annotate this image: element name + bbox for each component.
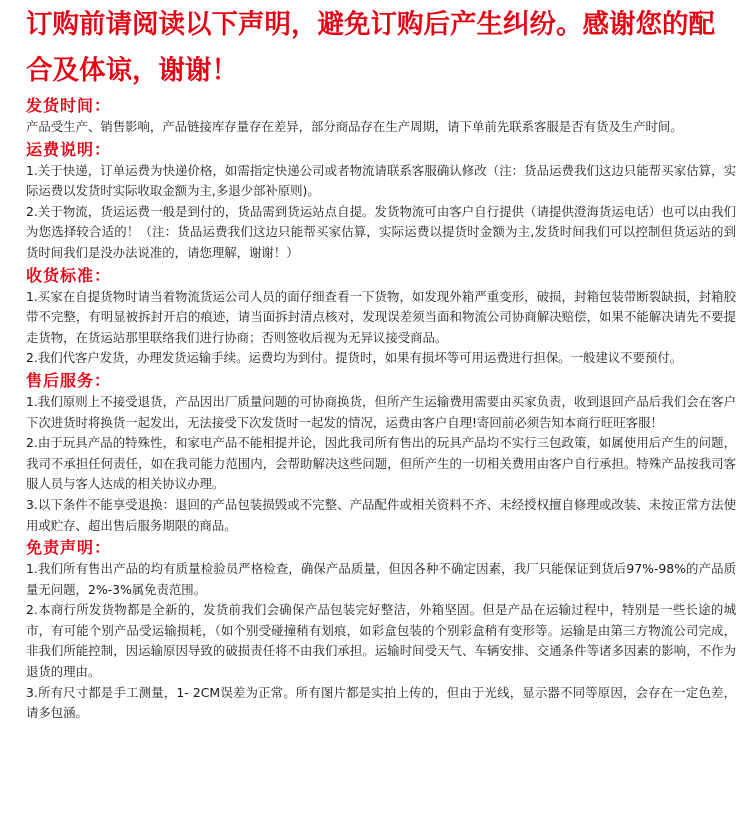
section-disclaimer — [26, 537, 736, 724]
section-receiving-standard — [26, 265, 736, 369]
section-title: 发货时间： — [26, 96, 112, 115]
section-title: 收货标准： — [26, 265, 112, 285]
section-paragraph: 3.以下条件不能享受退换：退回的产品包装损毁或不完整、产品配件或相关资料不齐、未经授权擅自修理或改装、未按正常方法使用或贮存、超出售后服务期限的商品。 — [26, 496, 736, 533]
section-paragraph: 2.本商行所发货物都是全新的，发货前我们会确保产品包装完好整洁，外箱坚固。但是产品在运输过程中，特别是一些长途的城市，有可能个别产品受运输损耗，（如个别受碰撞稍有划痕，如彩盒包装的个别彩盒稍有变形等。运输是由第三方物流公司完成，非我们所能控制，因运输原因导致的破损责任将不由我们承担。运输时间受天气、车辆安排、交通条件等诸多因素的影响，不作为退货的理由。 — [26, 602, 736, 680]
section-freight — [26, 139, 736, 264]
section-title: 售后服务： — [26, 370, 112, 390]
section-paragraph: 2.由于玩具产品的特殊性，和家电产品不能相提并论，因此我司所有售出的玩具产品均不实行三包政策，如属使用后产生的问题，我司不承担任何责任，如在我司能力范围内，会帮助解决这些问题，但所产生的一切相关费用由客户自行承担。特殊产品按我司客服人员与客人达成的相关协议办理。 — [26, 435, 736, 492]
notice-headline: 订购前请阅读以下声明，避免订购后产生纠纷。感谢您的配合及体谅，谢谢！ — [26, 9, 715, 86]
section-paragraph: 产品受生产、销售影响，产品链接库存量存在差异，部分商品存在生产周期，请下单前先联系客服是否有货及生产时间。 — [26, 119, 683, 134]
section-paragraph: 2.关于物流，货运运费一般是到付的，货品需到货运站点自提。发货物流可由客户自行提供（请提供澄海货运电话）也可以由我们为您选择较合适的！（注：货品运费我们这边只能帮买家估算，实际运费以提货时金额为主,发货时间我们可以控制但货运站的到货时间我们是没办法说准的，请您理解，谢谢！） — [26, 203, 736, 260]
section-paragraph: 1.买家在自提货物时请当着物流货运公司人员的面仔细查看一下货物，如发现外箱严重变形，破损，封箱包装带断裂缺损，封箱胶带不完整，有明显被拆封开启的痕迹，请当面拆封清点核对，发现误差须当面和物流公司协商解决赔偿，如果不能解决请先不要提走货物，在货运站那里联络我们进行协商；否则签收后视为无异议接受商品。 — [26, 288, 736, 345]
section-paragraph: 2.我们代客户发货，办理发货运输手续。运费均为到付。提货时，如果有损坏等可用运费进行担保。一般建议不要预付。 — [26, 350, 683, 366]
section-title: 免责声明： — [26, 538, 112, 558]
section-title: 运费说明： — [26, 139, 112, 159]
section-paragraph: 1.我们原则上不接受退货，产品因出厂质量问题的可协商换货，但所产生运输费用需要由买家负责，收到退回产品后我们会在客户下次进货时将换货一起发出，无法接受下次发货时一起发的情况，运费由客户自理!寄回前必须告知本商行旺旺客服！ — [26, 393, 736, 430]
section-paragraph: 3.所有尺寸都是手工测量，1- 2CM误差为正常。所有图片都是实拍上传的，但由于光线，显示器不同等原因，会存在一定色差，请多包涵。 — [26, 684, 736, 721]
section-shipping-time — [26, 95, 736, 138]
section-paragraph: 1.关于快递，订单运费为快递价格，如需指定快递公司或者物流请联系客服确认修改（注：货品运费我们这边只能帮买家估算，实际运费以发货时实际收取金额为主,多退少部补原则)。 — [26, 162, 736, 199]
section-after-sales — [26, 370, 736, 536]
section-paragraph: 1.我们所有售出产品的均有质量检验员严格检查，确保产品质量，但因各种不确定因素，我厂只能保证到货后97%-98%的产品质量无问题，2%-3%属免责范围。 — [26, 561, 736, 597]
